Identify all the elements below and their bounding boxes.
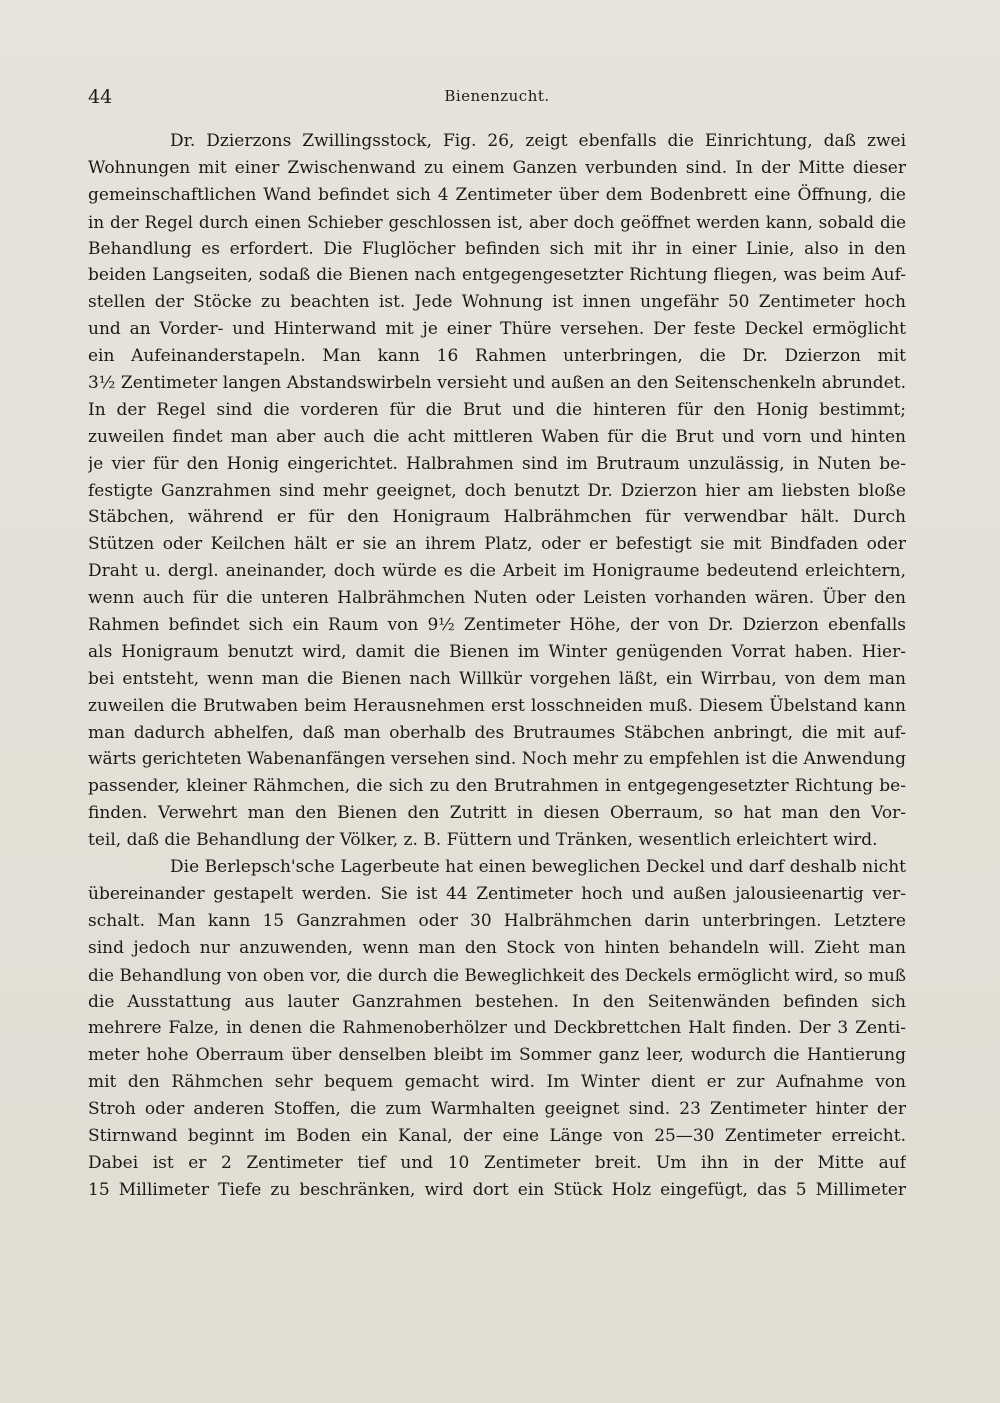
- paragraph-1: [88, 128, 906, 854]
- text-line: in der Regel durch einen Schieber geschlossen ist, aber doch geöffnet werden kann, sobald die: [88, 211, 906, 232]
- text-line: Dabei ist er 2 Zentimeter tief und 10 Zentimeter breit. Um ihn in der Mitte auf: [88, 1152, 906, 1173]
- page-header: [88, 86, 906, 114]
- text-line: stellen der Stöcke zu beachten ist. Jede Wohnung ist innen ungefähr 50 Zentimeter hoch: [88, 292, 906, 313]
- text-line: teil, daß die Behandlung der Völker, z. B. Füttern und Tränken, wesentlich erleichtert wird.: [88, 830, 878, 851]
- text-line: 15 Millimeter Tiefe zu beschränken, wird dort ein Stück Holz eingefügt, das 5 Millimeter: [88, 1179, 906, 1200]
- text-line: 3½ Zentimeter langen Abstandswirbeln versieht und außen an den Seitenschenkeln abrundet.: [88, 373, 906, 394]
- text-line: übereinander gestapelt werden. Sie ist 44 Zentimeter hoch und außen jalousieenartig ver-: [88, 883, 906, 904]
- text-line: Stützen oder Keilchen hält er sie an ihrem Platz, oder er befestigt sie mit Bindfaden oder: [88, 534, 906, 555]
- text-line: mehrere Falze, in denen die Rahmenoberhölzer und Deckbrettchen Halt finden. Der 3 Zenti-: [88, 1018, 906, 1039]
- text-line: man dadurch abhelfen, daß man oberhalb des Brutraumes Stäbchen anbringt, die mit auf-: [88, 722, 906, 743]
- text-line: Stirnwand beginnt im Boden ein Kanal, der eine Länge von 25—30 Zentimeter erreicht.: [88, 1125, 906, 1146]
- text-line: zuweilen die Brutwaben beim Herausnehmen erst losschneiden muß. Diesem Übelstand kann: [88, 695, 906, 716]
- text-line: die Behandlung von oben vor, die durch die Beweglichkeit des Deckels ermöglicht wird, so muß: [88, 964, 906, 985]
- page-number: 44: [88, 86, 113, 108]
- text-line: Dr. Dzierzons Zwillingsstock, Fig. 26, zeigt ebenfalls die Einrichtung, daß zwei: [170, 131, 906, 151]
- body-text: [88, 128, 906, 1204]
- text-line: gemeinschaftlichen Wand befindet sich 4 Zentimeter über dem Bodenbrett eine Öffnung, die: [88, 184, 906, 205]
- text-line: wenn auch für die unteren Halbrähmchen Nuten oder Leisten vorhanden wären. Über den: [88, 588, 906, 609]
- text-line: Draht u. dergl. aneinander, doch würde es die Arbeit im Honigraume bedeutend erleichtern,: [88, 561, 906, 582]
- text-line: Rahmen befindet sich ein Raum von 9½ Zentimeter Höhe, der von Dr. Dzierzon ebenfalls: [88, 615, 906, 636]
- text-line: Wohnungen mit einer Zwischenwand zu einem Ganzen verbunden sind. In der Mitte dieser: [88, 157, 906, 178]
- text-line: Stroh oder anderen Stoffen, die zum Warmhalten geeignet sind. 23 Zentimeter hinter der: [88, 1099, 906, 1120]
- text-line: beiden Langseiten, sodaß die Bienen nach entgegengesetzter Richtung fliegen, was beim Auf-: [88, 265, 906, 286]
- text-line: sind jedoch nur anzuwenden, wenn man den Stock von hinten behandeln will. Zieht man: [88, 937, 906, 958]
- text-line: zuweilen findet man aber auch die acht mittleren Waben für die Brut und vorn und hinten: [88, 426, 906, 447]
- text-line: meter hohe Oberraum über denselben bleibt im Sommer ganz leer, wodurch die Hantierung: [88, 1045, 906, 1066]
- text-line: als Honigraum benutzt wird, damit die Bienen im Winter genügenden Vorrat haben. Hier-: [88, 641, 906, 662]
- text-line: passender, kleiner Rähmchen, die sich zu den Brutrahmen in entgegengesetzter Richtung be-: [88, 776, 906, 797]
- text-line: Die Berlepsch'sche Lagerbeute hat einen beweglichen Deckel und darf deshalb nicht: [170, 857, 906, 878]
- paragraph-2: [88, 854, 906, 1204]
- text-line: ein Aufeinanderstapeln. Man kann 16 Rahmen unterbringen, die Dr. Dzierzon mit: [88, 346, 906, 367]
- text-line: Behandlung es erfordert. Die Fluglöcher befinden sich mit ihr in einer Linie, also in den: [88, 238, 906, 259]
- text-line: die Ausstattung aus lauter Ganzrahmen bestehen. In den Seitenwänden befinden sich: [88, 991, 906, 1012]
- text-line: und an Vorder- und Hinterwand mit je einer Thüre versehen. Der feste Deckel ermöglicht: [88, 319, 906, 340]
- text-line: schalt. Man kann 15 Ganzrahmen oder 30 Halbrähmchen darin unterbringen. Letztere: [88, 910, 906, 931]
- text-line: je vier für den Honig eingerichtet. Halbrahmen sind im Brutraum unzulässig, in Nuten be-: [88, 453, 906, 474]
- text-line: finden. Verwehrt man den Bienen den Zutritt in diesen Oberraum, so hat man den Vor-: [88, 803, 906, 824]
- running-head: Bienenzucht.: [444, 87, 550, 105]
- text-line: festigte Ganzrahmen sind mehr geeignet, doch benutzt Dr. Dzierzon hier am liebsten bloße: [88, 480, 906, 501]
- text-line: mit den Rähmchen sehr bequem gemacht wird. Im Winter dient er zur Aufnahme von: [88, 1072, 906, 1093]
- text-line: In der Regel sind die vorderen für die Brut und die hinteren für den Honig bestimmt;: [88, 399, 906, 420]
- text-line: Stäbchen, während er für den Honigraum Halbrähmchen für verwendbar hält. Durch: [88, 507, 906, 528]
- text-line: bei entsteht, wenn man die Bienen nach Willkür vorgehen läßt, ein Wirrbau, von dem man: [88, 668, 906, 689]
- text-line: wärts gerichteten Wabenanfängen versehen sind. Noch mehr zu empfehlen ist die Anwendung: [88, 749, 906, 770]
